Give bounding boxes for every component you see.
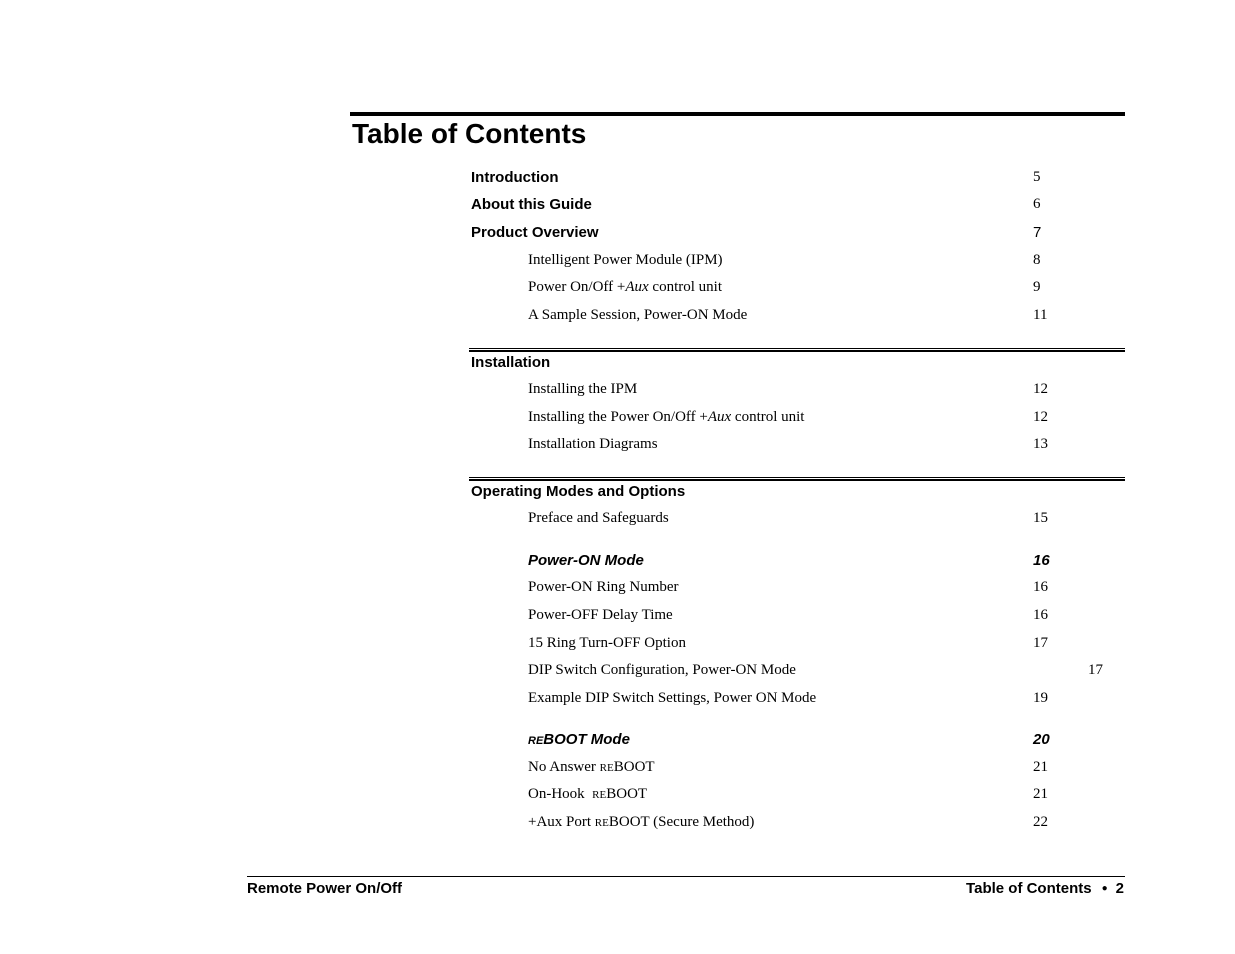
toc-entry-power-off-delay-time[interactable] xyxy=(0,607,1235,629)
toc-label: Installation xyxy=(471,354,551,371)
toc-entry-installing-the-ipm[interactable] xyxy=(0,381,1235,403)
footer-document-title: Remote Power On/Off xyxy=(247,880,403,897)
toc-entry-power-on-mode[interactable] xyxy=(0,552,1235,574)
toc-page-number: 11 xyxy=(1033,307,1048,323)
toc-entry-sample-session[interactable] xyxy=(0,307,1235,329)
toc-label: 15 Ring Turn-OFF Option xyxy=(528,635,686,651)
footer-page-number: 2 xyxy=(1115,880,1124,897)
toc-entry-about-this-guide[interactable] xyxy=(0,196,1235,218)
toc-page-number: 16 xyxy=(1033,607,1048,623)
toc-page-number: 17 xyxy=(1033,635,1048,651)
toc-entry-on-hook-reboot[interactable] xyxy=(0,786,1235,808)
toc-entry-installing-control-unit[interactable] xyxy=(0,409,1235,431)
toc-page-number: 8 xyxy=(1033,252,1041,268)
toc-entry-introduction[interactable] xyxy=(0,169,1235,191)
toc-entry-preface-and-safeguards[interactable] xyxy=(0,510,1235,532)
toc-label: Installing the Power On/Off +Aux control unit xyxy=(528,409,805,425)
toc-entry-power-on-off-aux-control-unit[interactable] xyxy=(0,279,1235,301)
toc-entry-product-overview[interactable] xyxy=(0,224,1235,246)
toc-label: Introduction xyxy=(471,169,559,186)
section-divider xyxy=(469,477,1125,481)
section-divider xyxy=(469,348,1125,352)
page-title: Table of Contents xyxy=(352,118,587,149)
toc-entry-15-ring-turn-off-option[interactable] xyxy=(0,635,1235,657)
footer-rule xyxy=(247,876,1125,877)
toc-page-number: 15 xyxy=(1033,510,1048,526)
bullet-icon: ● xyxy=(1101,883,1108,894)
toc-page-number: 21 xyxy=(1033,786,1048,802)
toc-page-number: 16 xyxy=(1033,552,1050,569)
toc-label: Operating Modes and Options xyxy=(471,483,686,500)
toc-page-number: 22 xyxy=(1033,814,1048,830)
toc-label: Power On/Off +Aux control unit xyxy=(528,279,722,295)
footer-section-title: Table of Contents xyxy=(966,880,1092,897)
toc-label: +Aux Port REBOOT (Secure Method) xyxy=(528,814,755,830)
toc-entry-installation-diagrams[interactable] xyxy=(0,436,1235,458)
toc-page-number: 12 xyxy=(1033,381,1048,397)
toc-entry-operating-modes[interactable] xyxy=(0,483,1235,505)
toc-page-number: 20 xyxy=(1033,731,1050,748)
toc-label: REBOOT Mode xyxy=(528,731,630,748)
toc-entry-aux-port-reboot[interactable] xyxy=(0,814,1235,836)
toc-page-number: 16 xyxy=(1033,579,1048,595)
toc-label: Preface and Safeguards xyxy=(528,510,669,526)
toc-page-number: 12 xyxy=(1033,409,1048,425)
toc-entry-dip-switch-configuration[interactable] xyxy=(0,662,1235,684)
toc-label: DIP Switch Configuration, Power-ON Mode xyxy=(528,662,796,678)
toc-page-number: 5 xyxy=(1033,169,1041,185)
toc-entry-power-on-ring-number[interactable] xyxy=(0,579,1235,601)
toc-entry-reboot-mode[interactable] xyxy=(0,731,1235,753)
toc-label: About this Guide xyxy=(471,196,592,213)
toc-label: Power-ON Mode xyxy=(528,552,644,569)
toc-label: Installation Diagrams xyxy=(528,436,658,452)
toc-label: Intelligent Power Module (IPM) xyxy=(528,252,723,268)
toc-label: Power-OFF Delay Time xyxy=(528,607,673,623)
toc-entry-installation[interactable] xyxy=(0,354,1235,376)
toc-page-number: 17 xyxy=(1088,662,1103,678)
toc-label: Example DIP Switch Settings, Power ON Mode xyxy=(528,690,817,706)
footer-section xyxy=(966,880,1124,897)
toc-label: Product Overview xyxy=(471,224,599,241)
toc-entry-intelligent-power-module[interactable] xyxy=(0,252,1235,274)
toc-entry-no-answer-reboot[interactable] xyxy=(0,759,1235,781)
toc-page-number: 9 xyxy=(1033,279,1041,295)
toc-label: Power-ON Ring Number xyxy=(528,579,679,595)
toc-page-number: 6 xyxy=(1033,196,1041,212)
toc-entry-example-dip-switch-settings[interactable] xyxy=(0,690,1235,712)
toc-page-number: 13 xyxy=(1033,436,1048,452)
toc-label: A Sample Session, Power-ON Mode xyxy=(528,307,748,323)
toc-label: No Answer REBOOT xyxy=(528,759,655,775)
toc-page-number: 21 xyxy=(1033,759,1048,775)
toc-page-number: 7 xyxy=(1033,224,1042,241)
toc-label: On-Hook REBOOT xyxy=(528,786,648,802)
toc-label: Installing the IPM xyxy=(528,381,638,397)
toc-page-number: 19 xyxy=(1033,690,1048,706)
